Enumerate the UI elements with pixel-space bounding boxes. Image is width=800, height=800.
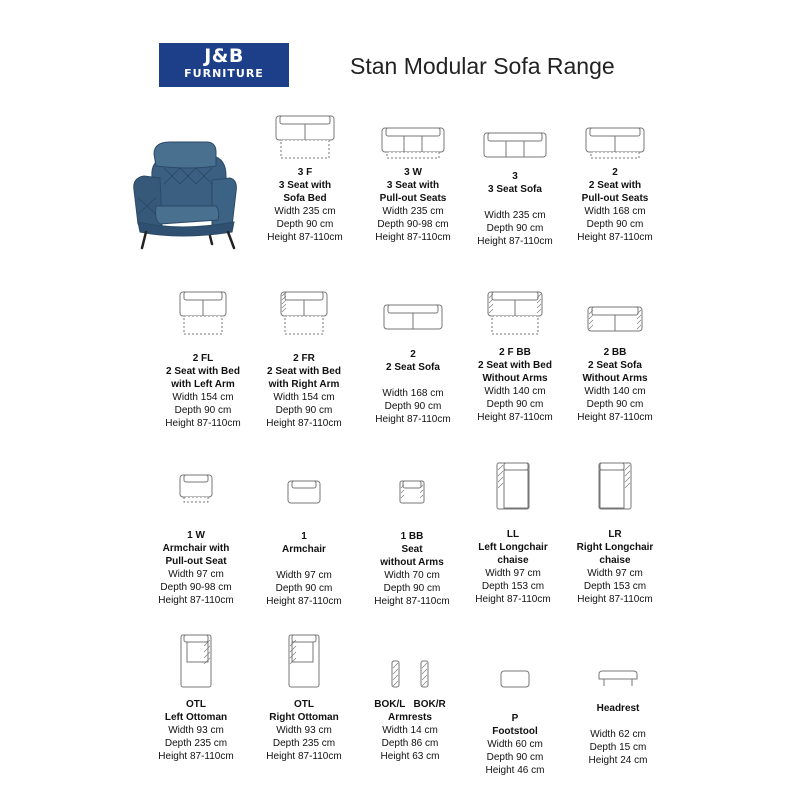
module-width: Width 97 cm: [485, 568, 541, 579]
module-code: OTL: [294, 699, 314, 710]
module-height: Height 87-110cm: [165, 418, 241, 429]
module-name: Sofa Bed: [283, 193, 327, 204]
module-code: 1 W: [187, 530, 205, 541]
module-height: Height 87-110cm: [266, 751, 342, 762]
module-width: Width 93 cm: [168, 725, 224, 736]
module-name: 2 Seat with Bed: [166, 366, 240, 377]
module-card: [540, 126, 690, 244]
module-name: Armrests: [388, 712, 432, 723]
module-depth: Depth 90 cm: [275, 583, 333, 594]
module-depth: Depth 90 cm: [586, 399, 644, 410]
sofa-bed-2-left-arm-icon: [179, 290, 227, 336]
module-code: P: [511, 713, 519, 724]
sofa-bed-2-no-arms-icon: [487, 290, 543, 336]
module-name: Right Longchair: [576, 542, 654, 553]
module-depth: Depth 235 cm: [164, 738, 228, 749]
armrests-icon: [386, 660, 434, 688]
logo-main-text: J&B: [204, 45, 244, 67]
module-depth: Depth 90 cm: [486, 752, 544, 763]
armchair-icon: [287, 480, 321, 504]
module-name: Pull-out Seats: [581, 193, 649, 204]
module-code: 2 FL: [192, 353, 214, 364]
module-code: 3 W: [404, 167, 422, 178]
module-code: 2 FR: [293, 353, 315, 364]
module-name: without Arms: [380, 557, 444, 568]
footstool-icon: [500, 670, 530, 688]
module-code: OTL: [186, 699, 206, 710]
module-name: 2 Seat with Bed: [267, 366, 341, 377]
module-depth: Depth 90 cm: [276, 219, 334, 230]
module-card: [543, 670, 693, 767]
headrest-icon: [595, 670, 641, 690]
module-code: 3: [512, 171, 518, 182]
module-height: Height 87-110cm: [266, 596, 342, 607]
right-longchair-icon: [598, 462, 632, 510]
module-depth: Depth 15 cm: [589, 742, 647, 753]
module-height: Height 87-110cm: [374, 596, 450, 607]
module-height: Height 87-110cm: [267, 232, 343, 243]
module-height: Height 87-110cm: [158, 595, 234, 606]
module-height: Height 87-110cm: [577, 594, 653, 605]
module-height: Height 87-110cm: [577, 412, 653, 423]
module-width: Width 14 cm: [382, 725, 438, 736]
module-width: Width 62 cm: [590, 729, 646, 740]
module-code: LL: [506, 529, 520, 540]
module-name: 2 Seat Sofa: [386, 362, 440, 373]
module-width: Width 97 cm: [587, 568, 643, 579]
module-depth: Depth 90 cm: [586, 219, 644, 230]
module-width: Width 97 cm: [168, 569, 224, 580]
module-code: 2: [612, 167, 618, 178]
module-height: Height 46 cm: [485, 765, 545, 776]
module-name: 3 Seat Sofa: [488, 184, 542, 195]
module-width: Width 140 cm: [584, 386, 646, 397]
module-code: 3 F: [297, 167, 313, 178]
brand-logo: [159, 43, 289, 87]
module-depth: Depth 153 cm: [583, 581, 647, 592]
module-depth: Depth 86 cm: [381, 738, 439, 749]
sofa-3-icon: [483, 132, 547, 158]
module-name: 2 Seat with Bed: [478, 360, 552, 371]
module-name: Pull-out Seats: [379, 193, 447, 204]
module-depth: Depth 235 cm: [272, 738, 336, 749]
armchair-pullout-icon: [179, 473, 213, 503]
module-height: Height 24 cm: [588, 755, 648, 766]
module-height: Height 87-110cm: [577, 232, 653, 243]
module-code: LR: [608, 529, 622, 540]
module-name: 3 Seat with: [278, 180, 332, 191]
page-title: Stan Modular Sofa Range: [350, 53, 615, 79]
module-code: 2 BB: [603, 347, 627, 358]
module-depth: Depth 90-98 cm: [160, 582, 232, 593]
module-name: Left Ottoman: [164, 712, 228, 723]
module-name: chaise: [599, 555, 631, 566]
armchair-photo: [130, 128, 240, 253]
module-name: Footstool: [492, 726, 538, 737]
module-name: with Left Arm: [171, 379, 235, 390]
module-name: Left Longchair: [478, 542, 548, 553]
module-height: Height 87-110cm: [477, 236, 553, 247]
module-width: Width 60 cm: [487, 739, 543, 750]
module-name: 3 Seat with: [386, 180, 440, 191]
module-code: 1 BB: [400, 531, 424, 542]
module-width: Width 235 cm: [382, 206, 444, 217]
module-width: Width 154 cm: [172, 392, 234, 403]
module-height: Height 87-110cm: [375, 414, 451, 425]
left-longchair-icon: [496, 462, 530, 510]
sofa-2-pullout-icon: [585, 126, 645, 160]
sofa-3-pullout-icon: [381, 126, 445, 160]
module-code: Headrest: [596, 703, 640, 714]
right-ottoman-icon: [288, 634, 320, 688]
sofa-2-icon: [383, 304, 443, 330]
sofa-2-no-arms-icon: [587, 306, 643, 332]
module-depth: Depth 90 cm: [486, 223, 544, 234]
module-name: chaise: [497, 555, 529, 566]
module-card: [540, 306, 690, 424]
module-width: Width 235 cm: [484, 210, 546, 221]
sofa-bed-3-icon: [275, 114, 335, 160]
module-name: Right Ottoman: [269, 712, 339, 723]
module-name: with Right Arm: [268, 379, 340, 390]
module-name: Pull-out Seat: [165, 556, 227, 567]
module-width: Width 168 cm: [584, 206, 646, 217]
module-depth: Depth 90 cm: [275, 405, 333, 416]
module-height: Height 87-110cm: [475, 594, 551, 605]
module-height: Height 87-110cm: [477, 412, 553, 423]
module-depth: Depth 90 cm: [486, 399, 544, 410]
module-code: 2: [410, 349, 416, 360]
module-depth: Depth 90-98 cm: [377, 219, 449, 230]
seat-no-arms-icon: [399, 480, 425, 504]
module-depth: Depth 153 cm: [481, 581, 545, 592]
module-height: Height 87-110cm: [158, 751, 234, 762]
module-name: Armchair: [282, 544, 326, 555]
module-height: Height 87-110cm: [266, 418, 342, 429]
module-height: Height 87-110cm: [375, 232, 451, 243]
module-width: Width 97 cm: [276, 570, 332, 581]
module-depth: Depth 90 cm: [383, 583, 441, 594]
module-width: Width 168 cm: [382, 388, 444, 399]
module-code: 2 F BB: [499, 347, 531, 358]
logo-sub-text: FURNITURE: [184, 67, 264, 80]
module-width: Width 140 cm: [484, 386, 546, 397]
module-name: 2 Seat Sofa: [588, 360, 642, 371]
module-width: Width 154 cm: [273, 392, 335, 403]
module-code: 1: [301, 531, 307, 542]
module-card: [540, 462, 690, 606]
module-name: Seat: [401, 544, 423, 555]
module-width: Width 235 cm: [274, 206, 336, 217]
module-code: BOK/L BOK/R: [374, 699, 446, 710]
module-width: Width 93 cm: [276, 725, 332, 736]
module-depth: Depth 90 cm: [384, 401, 442, 412]
module-depth: Depth 90 cm: [174, 405, 232, 416]
module-width: Width 70 cm: [384, 570, 440, 581]
module-height: Height 63 cm: [380, 751, 440, 762]
module-name: 2 Seat with: [588, 180, 642, 191]
module-name: Armchair with: [162, 543, 230, 554]
module-name: Without Arms: [582, 373, 648, 384]
left-ottoman-icon: [180, 634, 212, 688]
module-name: Without Arms: [482, 373, 548, 384]
sofa-bed-2-right-arm-icon: [280, 290, 328, 336]
